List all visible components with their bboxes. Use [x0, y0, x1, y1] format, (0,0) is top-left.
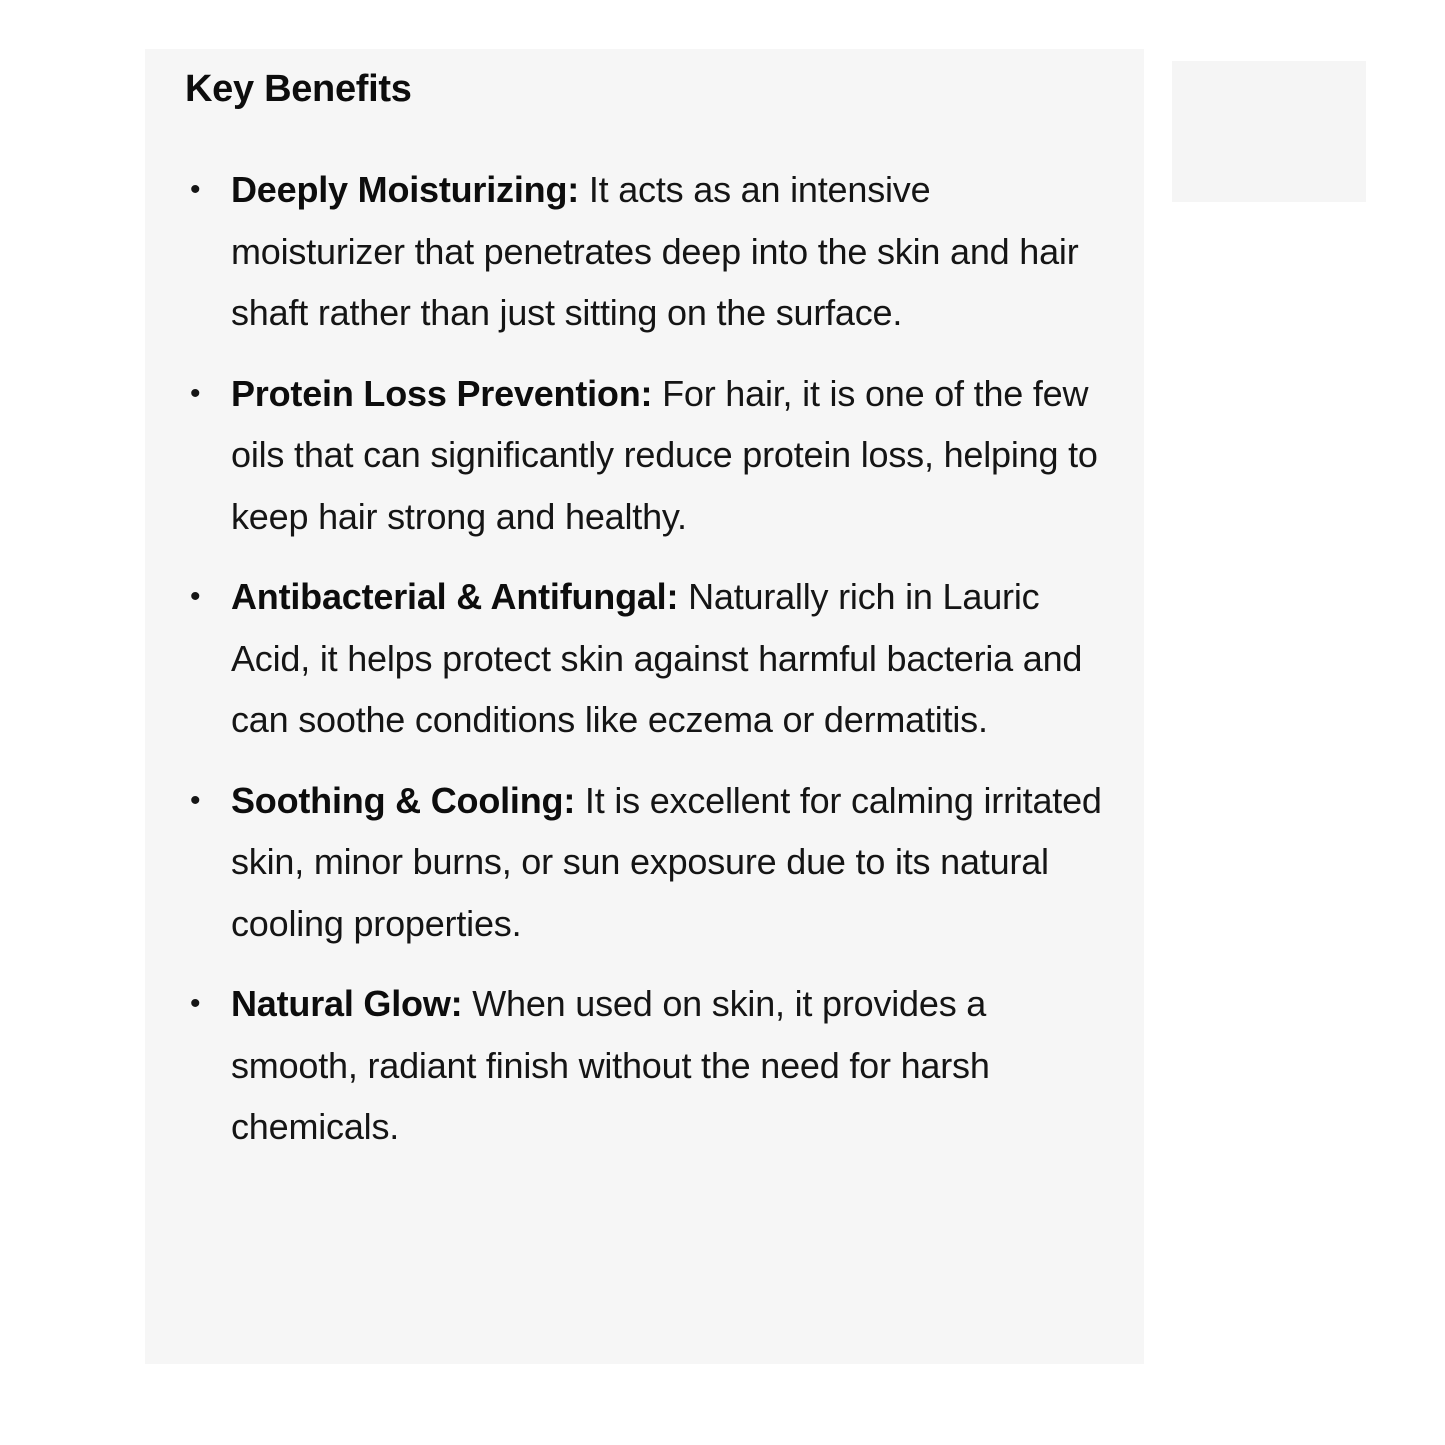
- key-benefits-card: [145, 49, 1144, 1364]
- list-item: [185, 159, 1105, 344]
- list-item: [185, 770, 1105, 955]
- list-item: [185, 566, 1105, 751]
- benefit-text: It acts as an intensive moisturizer that penetrates deep into the skin and hair shaft rather than just sitting on the surface.: [231, 169, 1079, 333]
- benefit-heading: Deeply Moisturizing:: [231, 169, 589, 210]
- benefit-heading: Natural Glow:: [231, 983, 473, 1024]
- section-title: Key Benefits: [185, 68, 412, 110]
- benefit-list: [185, 159, 1105, 1177]
- list-item: [185, 973, 1105, 1158]
- benefit-text: For hair, it is one of the few oils that can significantly reduce protein loss, helping to keep hair strong and healthy.: [231, 372, 1098, 537]
- bullet-dot-icon: •: [190, 173, 201, 206]
- bullet-dot-icon: •: [190, 783, 201, 817]
- list-item: [185, 363, 1105, 548]
- benefit-text: When used on skin, it provides a smooth, radiant finish without the need for harsh chemicals.: [231, 983, 990, 1147]
- benefit-heading: Soothing & Cooling:: [231, 779, 585, 821]
- benefit-heading: Protein Loss Prevention:: [231, 372, 663, 414]
- bullet-dot-icon: •: [190, 580, 201, 613]
- benefit-text: Naturally rich in Lauric Acid, it helps protect skin against harmful bacteria and can soothe conditions like eczema or dermatitis.: [231, 576, 1083, 740]
- benefit-heading: Antibacterial & Antifungal:: [231, 576, 689, 617]
- bullet-dot-icon: •: [190, 376, 201, 410]
- side-placeholder: [1172, 61, 1366, 202]
- benefit-text: It is excellent for calming irritated skin, minor burns, or sun exposure due to its natural cooling properties.: [231, 779, 1102, 944]
- bullet-dot-icon: •: [190, 987, 201, 1020]
